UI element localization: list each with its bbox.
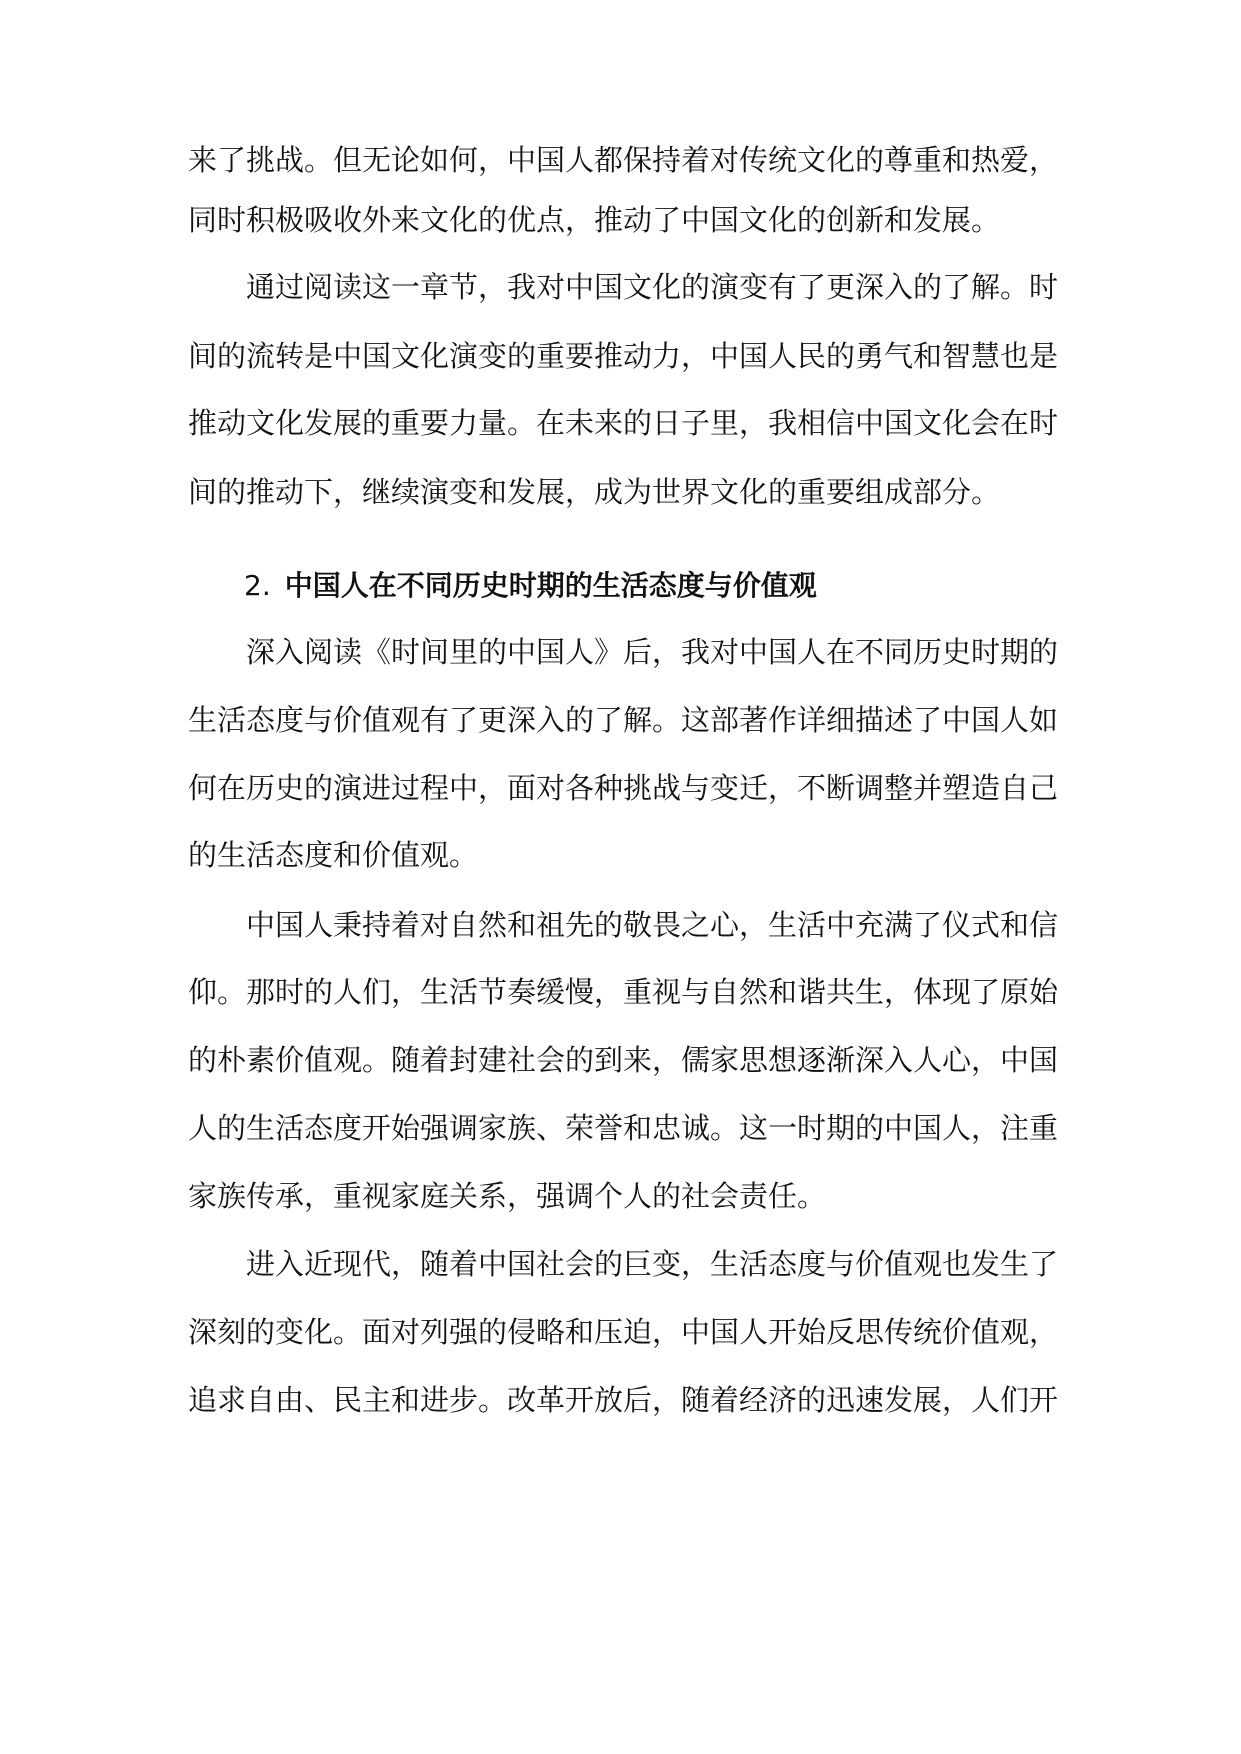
text-line: 来了挑战。但无论如何，中国人都保持着对传统文化的尊重和热爱， xyxy=(188,143,1059,177)
text-line: 推动文化发展的重要力量。在未来的日子里，我相信中国文化会在时 xyxy=(188,406,1059,440)
text-line: 家族传承，重视家庭关系，强调个人的社会责任。 xyxy=(188,1179,827,1213)
text-line: 的朴素价值观。随着封建社会的到来，儒家思想逐渐深入人心，中国 xyxy=(188,1043,1059,1077)
text-line: 同时积极吸收外来文化的优点，推动了中国文化的创新和发展。 xyxy=(188,203,1001,237)
section-title: 中国人在不同历史时期的生活态度与价值观 xyxy=(284,569,817,602)
text-line: 的生活态度和价值观。 xyxy=(188,838,479,872)
text-line: 生活态度与价值观有了更深入的了解。这部著作详细描述了中国人如 xyxy=(188,703,1059,737)
text-line: 追求自由、民主和进步。改革开放后，随着经济的迅速发展，人们开 xyxy=(188,1383,1059,1417)
section-number: 2. xyxy=(244,569,271,602)
section-heading xyxy=(244,566,1114,606)
text-line: 深刻的变化。面对列强的侵略和压迫，中国人开始反思传统价值观， xyxy=(188,1315,1059,1349)
text-line: 间的推动下，继续演变和发展，成为世界文化的重要组成部分。 xyxy=(188,475,1001,509)
text-line: 何在历史的演进过程中，面对各种挑战与变迁，不断调整并塑造自己 xyxy=(188,771,1059,805)
text-line: 仰。那时的人们，生活节奏缓慢，重视与自然和谐共生，体现了原始 xyxy=(188,975,1059,1009)
text-line: 深入阅读《时间里的中国人》后，我对中国人在不同历史时期的 xyxy=(188,635,1059,669)
text-line: 间的流转是中国文化演变的重要推动力，中国人民的勇气和智慧也是 xyxy=(188,339,1059,373)
text-line: 通过阅读这一章节，我对中国文化的演变有了更深入的了解。时 xyxy=(188,270,1059,304)
text-line: 人的生活态度开始强调家族、荣誉和忠诚。这一时期的中国人，注重 xyxy=(188,1111,1059,1145)
text-line: 进入近现代，随着中国社会的巨变，生活态度与价值观也发生了 xyxy=(188,1247,1059,1281)
text-line: 中国人秉持着对自然和祖先的敬畏之心，生活中充满了仪式和信 xyxy=(188,908,1059,942)
